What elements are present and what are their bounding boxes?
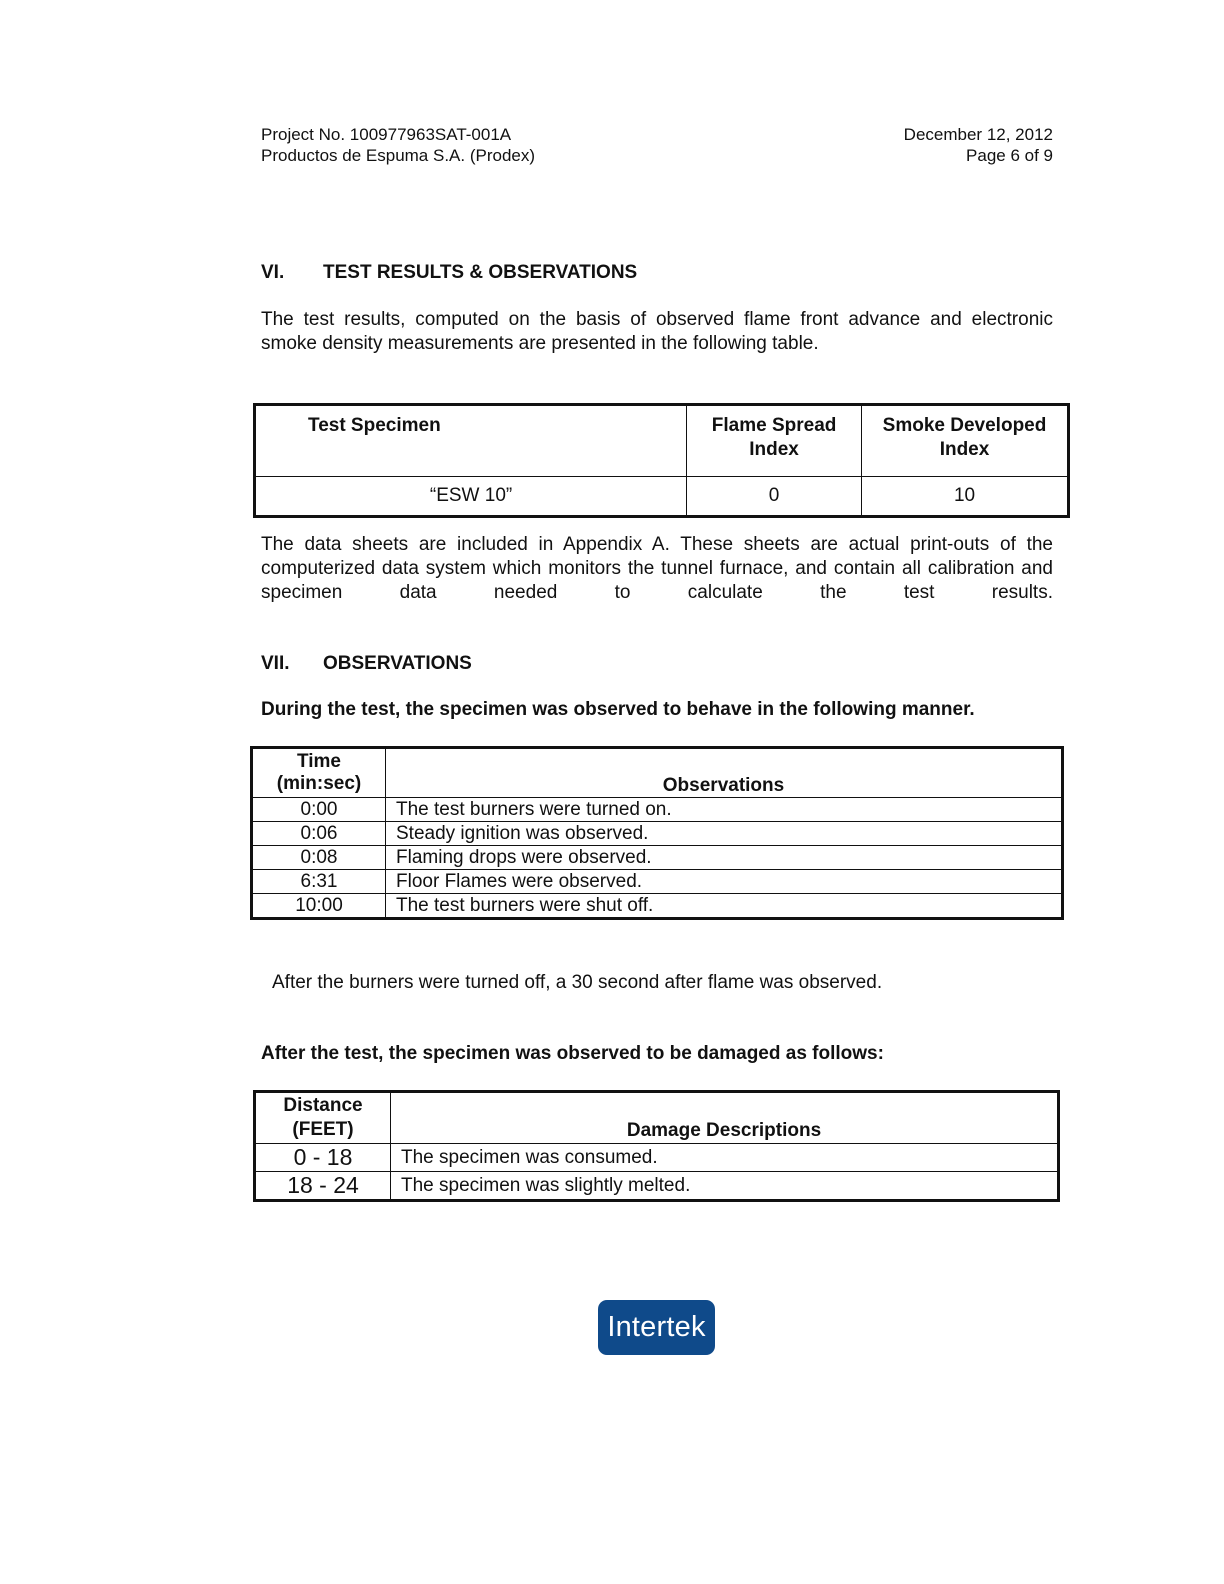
specimen-cell: “ESW 10” (255, 477, 687, 517)
header-smoke-developed (862, 405, 1069, 477)
table-row (252, 894, 1063, 919)
time-cell: 0:00 (252, 798, 386, 822)
page-number: Page 6 of 9 (966, 146, 1053, 165)
header-damage-descriptions: Damage Descriptions (391, 1092, 1059, 1144)
observations-header-row (252, 748, 1063, 798)
table-row (252, 846, 1063, 870)
results-header-row (255, 405, 1069, 477)
table-row (252, 798, 1063, 822)
appendix-note: The data sheets are included in Appendix A. These sheets are actual print-outs of the computerized data system which monitors the tunnel furnace, and contain all calibration and specimen data needed to calculate the test results. (261, 534, 1053, 603)
after-flame-note: After the burners were turned off, a 30 second after flame was observed. (272, 972, 883, 993)
section-6-heading (261, 262, 637, 284)
header-smoke-developed-label: Smoke Developed Index (882, 415, 1047, 460)
distance-cell: 18 - 24 (255, 1172, 391, 1201)
damage-header-row (255, 1092, 1059, 1144)
table-row (252, 822, 1063, 846)
table-row (255, 1144, 1059, 1172)
section-7-number: VII. (261, 653, 290, 674)
project-number: Project No. 100977963SAT-001A (261, 125, 512, 144)
section-7-title: OBSERVATIONS (323, 653, 472, 674)
section-6-title: TEST RESULTS & OBSERVATIONS (323, 262, 638, 283)
table-row (255, 1172, 1059, 1201)
observation-cell: Steady ignition was observed. (386, 822, 1063, 846)
during-test-intro: During the test, the specimen was observed to behave in the following manner. (261, 699, 975, 720)
table-row (252, 870, 1063, 894)
time-cell: 10:00 (252, 894, 386, 919)
header-flame-spread (687, 405, 862, 477)
header-distance (255, 1092, 391, 1144)
time-cell: 6:31 (252, 870, 386, 894)
section-6-number: VI. (261, 262, 285, 283)
header-test-specimen: Test Specimen (255, 405, 687, 477)
smoke-developed-cell: 10 (862, 477, 1069, 517)
observations-table (250, 746, 1064, 920)
header-distance-label: Distance (FEET) (283, 1095, 363, 1140)
section-6-intro: The test results, computed on the basis of observed flame front advance and electronic smoke density measurements are presented in the following table. (261, 309, 1053, 354)
header-flame-spread-label: Flame Spread Index (711, 415, 837, 460)
header-right (904, 124, 1053, 166)
intertek-logo: Intertek (598, 1300, 715, 1355)
report-date: December 12, 2012 (903, 125, 1053, 144)
time-cell: 0:08 (252, 846, 386, 870)
header-left (261, 124, 535, 166)
header-time-label: Time (min:sec) (276, 751, 362, 794)
section-7-heading (261, 653, 472, 675)
client-name: Productos de Espuma S.A. (Prodex) (261, 146, 536, 165)
observation-cell: The test burners were turned on. (386, 798, 1063, 822)
results-row (255, 477, 1069, 517)
observation-cell: Floor Flames were observed. (386, 870, 1063, 894)
time-cell: 0:06 (252, 822, 386, 846)
flame-spread-cell: 0 (687, 477, 862, 517)
distance-cell: 0 - 18 (255, 1144, 391, 1172)
after-test-intro: After the test, the specimen was observed to be damaged as follows: (261, 1043, 884, 1064)
observation-cell: The test burners were shut off. (386, 894, 1063, 919)
damage-cell: The specimen was slightly melted. (391, 1172, 1059, 1201)
damage-cell: The specimen was consumed. (391, 1144, 1059, 1172)
damage-table (253, 1090, 1060, 1202)
header-time (252, 748, 386, 798)
header-observations: Observations (386, 748, 1063, 798)
observation-cell: Flaming drops were observed. (386, 846, 1063, 870)
results-table (253, 403, 1070, 518)
